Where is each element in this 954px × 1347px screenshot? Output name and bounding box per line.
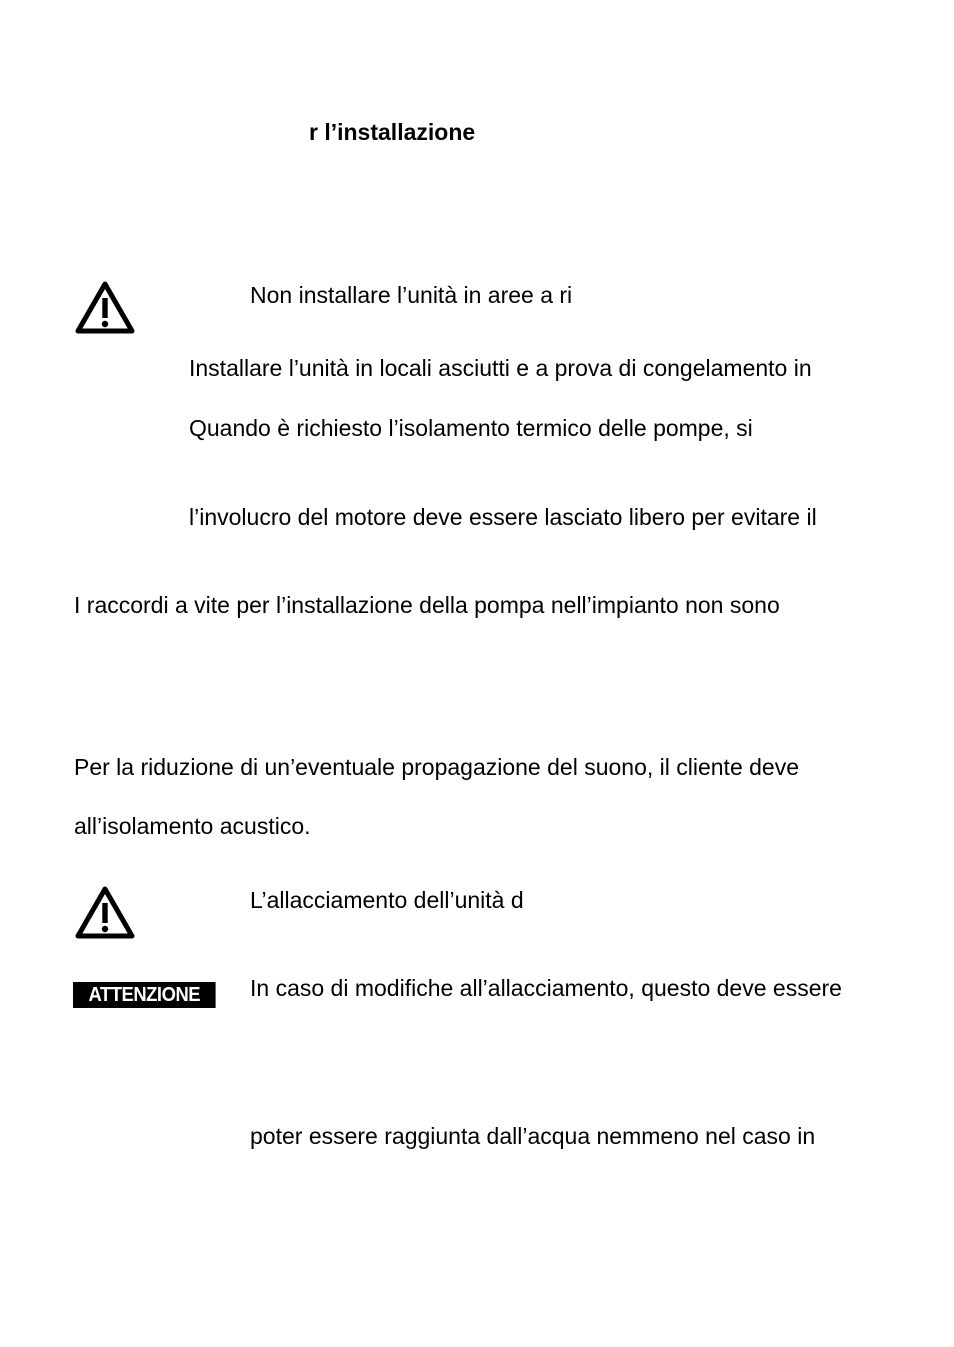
warning-text-1: Non installare l’unità in aree a ri (250, 282, 573, 308)
warning-text-2: L’allacciamento dell’unità d (250, 887, 524, 913)
paragraph-3: l’involucro del motore deve essere lasciato libero per evitare il (189, 504, 817, 530)
section-heading: r l’installazione (309, 119, 476, 145)
paragraph-5-line-2: all’isolamento acustico. (74, 813, 311, 839)
paragraph-6: poter essere raggiunta dall’acqua nemmeno nel caso in (250, 1123, 816, 1149)
paragraph-2: Quando è richiesto l’isolamento termico delle pompe, si (189, 415, 753, 441)
paragraph-5-line-1: Per la riduzione di un’eventuale propagazione del suono, il cliente deve (74, 754, 799, 780)
paragraph-1: Installare l’unità in locali asciutti e a prova di congelamento in (189, 355, 812, 381)
paragraph-4: I raccordi a vite per l’installazione della pompa nell’impianto non sono (74, 592, 780, 618)
warning-triangle-icon (75, 885, 135, 939)
attention-text: In caso di modifiche all’allacciamento, questo deve essere (250, 975, 842, 1001)
warning-triangle-icon (75, 280, 135, 334)
attention-badge: ATTENZIONE (73, 982, 216, 1008)
